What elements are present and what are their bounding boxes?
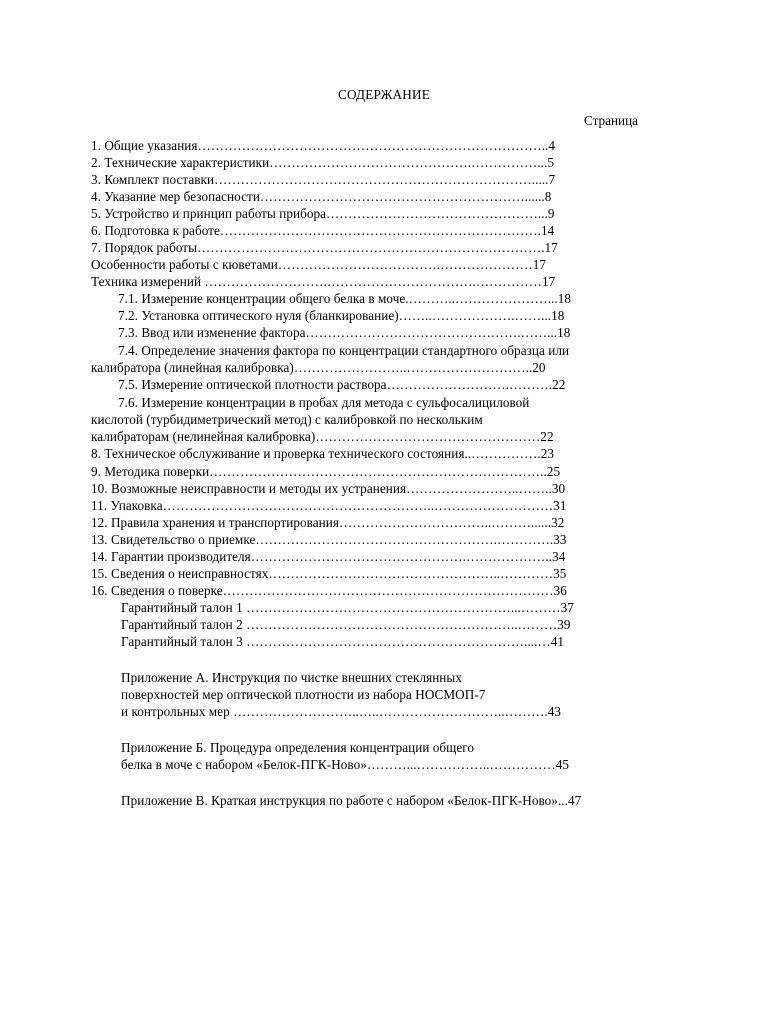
toc-entry[interactable]: 4. Указание мер безопасности……………………………………………………......8: [91, 189, 552, 204]
toc-appendix-entry[interactable]: Приложение Б. Процедура определения концентрации общего: [121, 740, 475, 755]
toc-appendix-entry[interactable]: Приложение В. Краткая инструкция по работе с набором «Белок-ПГК-Ново»...47: [121, 793, 582, 808]
toc-warranty-entry[interactable]: Гарантийный талон 2 ……………………………………………………..………39: [121, 617, 571, 632]
toc-entry[interactable]: 12. Правила хранения и транспортирования……………………………..………......32: [91, 515, 565, 530]
toc-entry[interactable]: 2. Технические характеристики……………………………………….……………...5: [91, 155, 554, 170]
toc-entry[interactable]: Особенности работы с кюветами……………………………….…………………17: [91, 257, 547, 272]
toc-entry[interactable]: 3. Комплект поставки……………………………………………………………….....7: [91, 172, 556, 187]
toc-subentry[interactable]: 7.1. Измерение концентрации общего белка в моче.………..…………………...18: [118, 291, 572, 306]
toc-warranty-entry[interactable]: Гарантийный талон 3 ………………………………………………………....…41: [121, 634, 565, 649]
toc-entry[interactable]: 10. Возможные неисправности и методы их устранения……………………..……..30: [91, 481, 566, 496]
toc-subentry[interactable]: 7.3. Ввод или изменение фактора………………………………………….……...18: [118, 325, 571, 340]
toc-subentry-continuation[interactable]: калибратора (линейная калибровка)……………………..………………………..20: [91, 360, 546, 375]
toc-entry[interactable]: 15. Сведения о неисправностях……………………………………………..…………35: [91, 566, 567, 581]
toc-appendix-continuation[interactable]: поверхностей мер оптической плотности из набора НОСМОП-7: [121, 687, 486, 702]
page-column-label: Страница: [584, 113, 639, 128]
toc-subentry[interactable]: 7.2. Установка оптического нуля (бланкирование)……..……………….……...18: [118, 308, 565, 323]
toc-entry[interactable]: 11. Упаковка……………………………………………………..………………………31: [91, 498, 567, 513]
toc-subentry[interactable]: 7.4. Определение значения фактора по концентрации стандартного образца или: [118, 343, 570, 358]
toc-entry[interactable]: 7. Порядок работы…………………………………………………………………….17: [91, 240, 558, 255]
toc-appendix-entry[interactable]: Приложение А. Инструкция по чистке внешних стеклянных: [121, 670, 462, 685]
toc-entry[interactable]: 9. Методика поверки…………………………………………………………………..25: [91, 464, 561, 479]
toc-appendix-continuation[interactable]: и контрольных мер ………………………..…..………………………..……….43: [121, 704, 562, 719]
toc-entry[interactable]: 13. Свидетельство о приемке……………………………………………….………….33: [91, 532, 567, 547]
toc-subentry[interactable]: 7.6. Измерение концентрации в пробах для метода с сульфосалициловой: [118, 395, 530, 410]
toc-entry[interactable]: 14. Гарантии производителя………………………………………….………………..34: [91, 549, 566, 564]
toc-entry[interactable]: 5. Устройство и принцип работы прибора…………………………………………...9: [91, 206, 555, 221]
toc-appendix-continuation[interactable]: белка в моче с набором «Белок-ПГК-Ново»………...……………..……………45: [121, 757, 570, 772]
toc-entry[interactable]: 6. Подготовка к работе……………………………………………………………….14: [91, 223, 555, 238]
toc-entry[interactable]: 16. Сведения о поверке…………………………………………………………………36: [91, 583, 567, 598]
toc-entry[interactable]: 1. Общие указания……………………………………………………………………..4: [91, 138, 556, 153]
toc-entry[interactable]: 8. Техническое обслуживание и проверка технического состояния..…………….23: [91, 446, 554, 461]
toc-subentry-continuation[interactable]: калибраторам (нелинейная калибровка)……………………………………………22: [91, 429, 554, 444]
page-title: СОДЕРЖАНИЕ: [337, 87, 431, 102]
toc-warranty-entry[interactable]: Гарантийный талон 1 ……………………………………………………...………37: [121, 600, 574, 615]
toc-subentry[interactable]: 7.5. Измерение оптической плотности раствора……………………….……….22: [118, 377, 566, 392]
toc-subentry-continuation[interactable]: кислотой (турбидиметрический метод) с калибровкой по нескольким: [91, 412, 483, 427]
toc-entry[interactable]: Техника измерений ……………………….…………………………….……………17: [91, 274, 556, 289]
